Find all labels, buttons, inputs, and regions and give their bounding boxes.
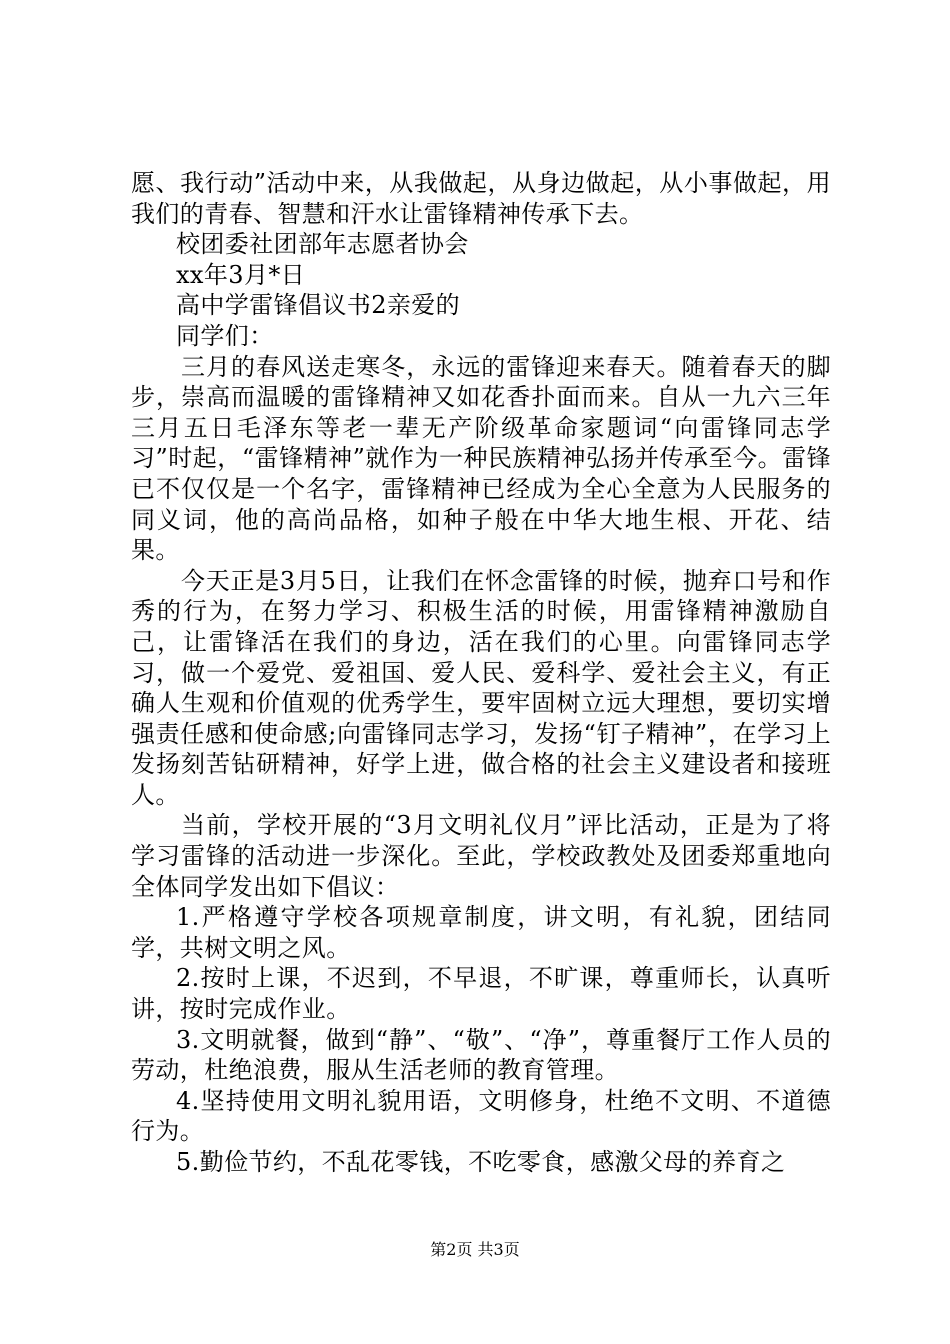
salutation: 同学们： (176, 321, 274, 350)
proposal-item-3: 3.文明就餐，做到“静”、“敬”、“净”，尊重餐厅工作人员的劳动，杜绝浪费，服从生活老师的教育管理。 (131, 1025, 831, 1085)
paragraph-1: 愿、我行动”活动中来，从我做起，从身边做起，从小事做起，用我们的青春、智慧和汗水让雷锋精神传承下去。 (131, 169, 831, 228)
document-body (131, 168, 831, 1178)
signature-organization: 校团委社团部年志愿者协会 (176, 230, 469, 259)
paragraph-current-activity: 当前，学校开展的“3月文明礼仪月”评比活动，正是为了将学习雷锋的活动进一步深化。至此，学校政教处及团委郑重地向全体同学发出如下倡议： (131, 811, 831, 901)
proposal-item-5: 5.勤俭节约，不乱花零钱，不吃零食，感激父母的养育之 (176, 1148, 786, 1176)
proposal-item-1: 1.严格遵守学校各项规章制度，讲文明，有礼貌，团结同学，共树文明之风。 (131, 903, 831, 962)
paragraph-spring: 三月的春风送走寒冬，永远的雷锋迎来春天。随着春天的脚步，崇高而温暖的雷锋精神又如花香扑面而来。自从一九六三年三月五日毛泽东等老一辈无产阶级革命家题词“向雷锋同志学习”时起，“雷锋精神”就作为一种民族精神弘扬并传承至今。雷锋已不仅仅是一个名字，雷锋精神已经成为全心全意为人民服务的同义词，他的高尚品格，如种子般在中华大地生根、开花、结果。 (131, 352, 831, 565)
page-footer: 第2页 共3页 (430, 1240, 520, 1259)
proposal-item-4: 4.坚持使用文明礼貌用语，文明修身，杜绝不文明、不道德行为。 (131, 1086, 831, 1146)
signature-date: xx年3月*日 (176, 260, 306, 289)
paragraph-march-5: 今天正是3月5日，让我们在怀念雷锋的时候，抛弃口号和作秀的行为，在努力学习、积极生活的时候，用雷锋精神激励自己，让雷锋活在我们的身边，活在我们的心里。向雷锋同志学习，做一个爱党、爱祖国、爱人民、爱科学、爱社会主义，有正确人生观和价值观的优秀学生，要牢固树立远大理想，要切实增强责任感和使命感;向雷锋同志学习，发扬“钉子精神”，在学习上发扬刻苦钻研精神，好学上进，做合格的社会主义建设者和接班人。 (131, 566, 831, 809)
proposal-item-2: 2.按时上课，不迟到，不早退，不旷课，尊重师长，认真听讲，按时完成作业。 (131, 964, 831, 1024)
section-title: 高中学雷锋倡议书2亲爱的 (176, 291, 461, 320)
